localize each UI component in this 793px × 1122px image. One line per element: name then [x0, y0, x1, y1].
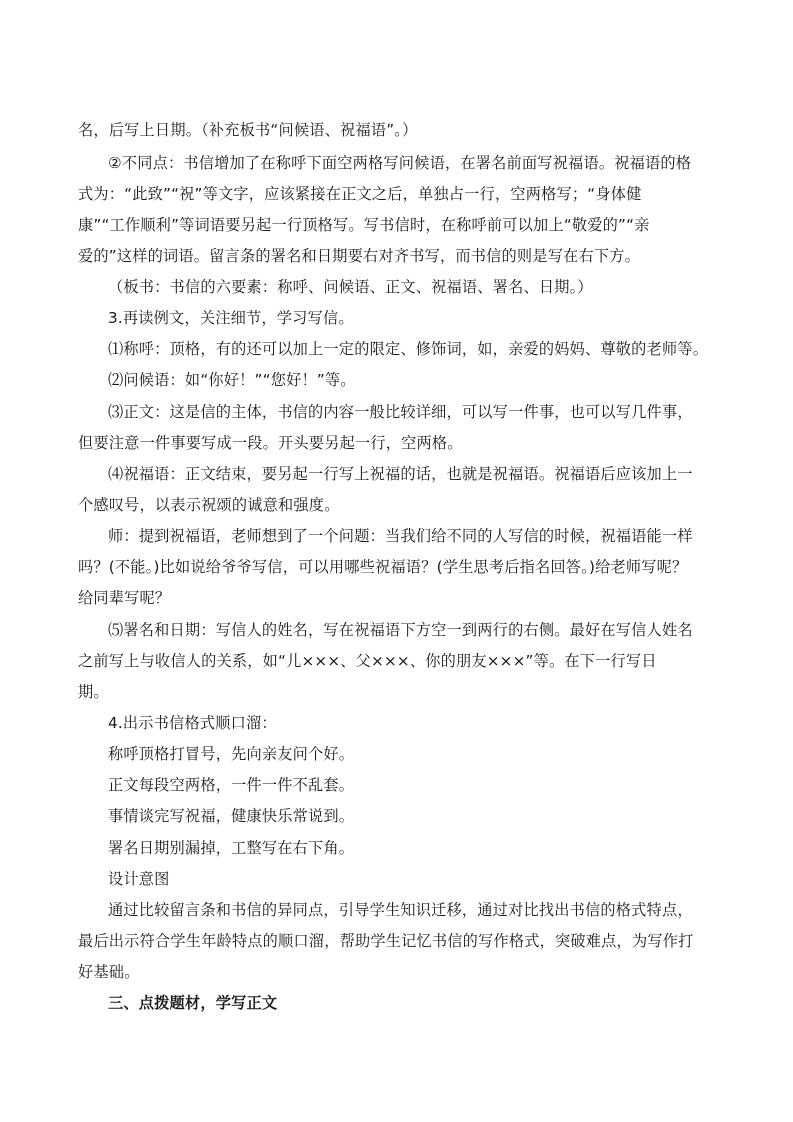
paragraph-line: 给同辈写呢？	[78, 589, 171, 607]
paragraph-line: 师：提到祝福语，老师想到了一个问题：当我们给不同的人写信的时候，祝福语能一样	[108, 527, 693, 545]
paragraph-line: ⑴称呼：顶格，有的还可以加上一定的限定、修饰词，如，亲爱的妈妈、尊敬的老师等。	[108, 340, 709, 358]
section-heading: 三、点拨题材，学写正文	[108, 994, 278, 1012]
paragraph-line: 之前写上与收信人的关系，如“儿×××、父×××、你的朋友×××”等。在下一行写日	[78, 652, 657, 670]
paragraph-line: 最后出示符合学生年龄特点的顺口溜，帮助学生记忆书信的写作格式，突破难点，为写作打	[78, 932, 694, 950]
paragraph-line: 好基础。	[78, 963, 140, 981]
paragraph-line: 正文每段空两格，一件一件不乱套。	[108, 776, 355, 794]
paragraph-line: 爱的”这样的词语。留言条的署名和日期要右对齐书写，而书信的则是写在右下方。	[78, 247, 641, 265]
paragraph-line: ⑸署名和日期：写信人的姓名，写在祝福语下方空一到两行的右侧。最好在写信人姓名	[108, 621, 693, 639]
paragraph-line: 事情谈完写祝福，健康快乐常说到。	[108, 807, 355, 825]
section-label: 设计意图	[108, 870, 170, 888]
paragraph-line: 吗？(不能。)比如说给爷爷写信，可以用哪些祝福语？(学生思考后指名回答。)给老师写呢？	[78, 558, 688, 576]
paragraph-line: 康”“工作顺利”等词语要另起一行顶格写。写书信时，在称呼前可以加上“敬爱的”“亲	[78, 216, 650, 234]
paragraph-line: ⑵问候语：如“你好！”“您好！”等。	[108, 371, 356, 389]
paragraph-line: 个感叹号，以表示祝颂的诚意和强度。	[78, 496, 340, 514]
paragraph-line: 署名日期别漏掉，工整写在右下角。	[108, 839, 355, 857]
paragraph-line: ⑶正文：这是信的主体，书信的内容一般比较详细，可以写一件事，也可以写几件事，	[108, 403, 693, 421]
paragraph-line: 4.出示书信格式顺口溜：	[108, 714, 277, 732]
paragraph-line: 3.再读例文，关注细节，学习写信。	[108, 309, 354, 327]
paragraph-line: 但要注意一件事要写成一段。开头要另起一行，空两格。	[78, 434, 463, 452]
paragraph-line: ⑷祝福语：正文结束，要另起一行写上祝福的话，也就是祝福语。祝福语后应该加上一	[108, 465, 693, 483]
paragraph-line: 式为：“此致”“祝”等文字，应该紧接在正文之后，单独占一行，空两格写；“身体健	[78, 185, 642, 203]
paragraph-line: 通过比较留言条和书信的异同点，引导学生知识迁移，通过对比找出书信的格式特点，	[108, 901, 693, 919]
paragraph-line: （板书：书信的六要素：称呼、问候语、正文、祝福语、署名、日期。）	[108, 278, 593, 296]
paragraph-line: 名，后写上日期。（补充板书“问候语、祝福语”。）	[78, 121, 418, 139]
paragraph-line: 称呼顶格打冒号，先向亲友问个好。	[108, 745, 355, 763]
paragraph-line: 期。	[78, 683, 109, 701]
paragraph-line: ②不同点：书信增加了在称呼下面空两格写问候语，在署名前面写祝福语。祝福语的格	[108, 154, 692, 172]
